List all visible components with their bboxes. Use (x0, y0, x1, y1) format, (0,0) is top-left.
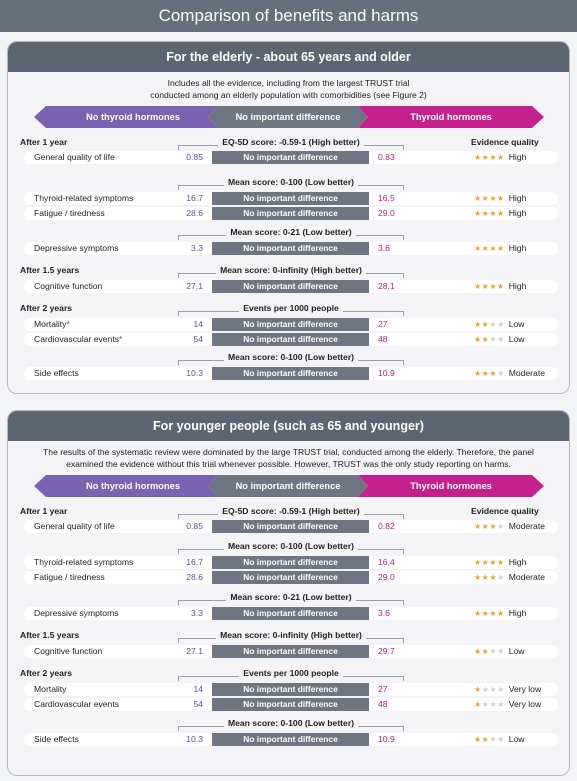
outcome-name: Thyroid-related symptoms (34, 193, 134, 203)
hormones-value: 0.83 (378, 152, 395, 162)
time-point-heading: After 2 years (20, 668, 73, 678)
outcome-label (34, 242, 119, 255)
scale-heading (178, 505, 404, 518)
difference-bar: No important difference (212, 280, 369, 293)
outcome-row (8, 607, 570, 620)
outcome-row (8, 207, 570, 220)
difference-bar: No important difference (212, 333, 369, 346)
scale-heading (178, 629, 404, 642)
star-empty-icon: ★★ (489, 735, 505, 744)
banner-left-label: No thyroid hormones (85, 112, 180, 122)
difference-bar: No important difference (212, 683, 369, 696)
no-hormones-value: 14 (193, 684, 203, 694)
evidence-quality (474, 520, 545, 533)
difference-bar: No important difference (212, 207, 369, 220)
outcome-row (8, 645, 570, 658)
outcome-label (34, 280, 102, 293)
scale-heading (178, 264, 404, 277)
scale-heading-text: Mean score: 0-100 (Low better) (224, 352, 358, 362)
evidence-quality (474, 318, 524, 331)
star-icon: ★★★★ (474, 209, 505, 218)
no-hormones-value: 28.6 (186, 572, 203, 582)
scale-heading (178, 226, 404, 239)
star-icon: ★★★★ (474, 282, 505, 291)
hormones-value: 16.5 (378, 193, 395, 203)
outcome-name: Fatigue / tiredness (34, 208, 105, 218)
scale-heading-text: EQ-5D score: -0.59-1 (High better) (218, 506, 364, 516)
scale-heading (178, 176, 404, 189)
no-hormones-value: 16.7 (186, 193, 203, 203)
outcome-label (34, 367, 79, 380)
star-empty-icon: ★★★ (481, 685, 505, 694)
outcome-name: Side effects (34, 734, 79, 744)
footnote-asterisk: * (66, 319, 70, 329)
star-empty-icon: ★ (497, 573, 505, 582)
outcome-name: Depressive symptoms (34, 243, 119, 253)
page-title: Comparison of benefits and harms (0, 0, 577, 32)
outcome-name: Mortality (34, 684, 67, 694)
star-icon: ★★★ (474, 522, 498, 531)
star-icon: ★★ (474, 735, 490, 744)
difference-bar: No important difference (212, 192, 369, 205)
evidence-quality (474, 207, 526, 220)
hormones-value: 28.1 (378, 281, 395, 291)
footnote-asterisk: * (119, 334, 123, 344)
evidence-quality-label: Low (508, 319, 525, 329)
scale-heading (178, 351, 404, 364)
evidence-quality (474, 151, 526, 164)
hormones-value: 27 (378, 319, 388, 329)
star-icon: ★★★★ (474, 558, 505, 567)
star-empty-icon: ★★★ (481, 700, 505, 709)
evidence-quality-label: Very low (508, 684, 542, 694)
star-icon: ★★★ (474, 369, 498, 378)
evidence-quality (474, 556, 526, 569)
star-icon: ★★★★ (474, 194, 505, 203)
panel-intro: Includes all the evidence, including from the largest TRUST trial conducted among an elderly population with comorbidities (see Figure 2) (150, 78, 427, 100)
no-hormones-value: 54 (193, 699, 203, 709)
hormones-value: 29.0 (378, 572, 395, 582)
evidence-quality-label: Low (508, 734, 525, 744)
scale-heading-text: Mean score: 0-infinity (High better) (216, 265, 366, 275)
no-hormones-value: 54 (193, 334, 203, 344)
scale-heading (178, 302, 404, 315)
outcome-row (8, 698, 570, 711)
outcome-row (8, 242, 570, 255)
evidence-quality-label: High (508, 608, 527, 618)
scale-heading-text: Mean score: 0-100 (Low better) (224, 718, 358, 728)
outcome-row (8, 571, 570, 584)
outcome-name: Cardiovascular events (34, 699, 120, 709)
evidence-quality (474, 333, 524, 346)
scale-heading (178, 540, 404, 553)
hormones-value: 3.6 (378, 608, 390, 618)
scale-heading-text: Mean score: 0-infinity (High better) (216, 630, 366, 640)
star-icon: ★★ (474, 320, 490, 329)
time-point-heading: After 1.5 years (20, 630, 80, 640)
star-icon: ★ (474, 700, 482, 709)
scale-heading (178, 136, 404, 149)
difference-bar: No important difference (212, 733, 369, 746)
difference-bar: No important difference (212, 607, 369, 620)
banner-right-label: Thyroid hormones (410, 481, 492, 491)
no-hormones-value: 3.3 (191, 608, 203, 618)
difference-bar: No important difference (212, 367, 369, 380)
no-hormones-value: 10.3 (186, 734, 203, 744)
outcome-label (34, 607, 119, 620)
star-icon: ★ (474, 685, 482, 694)
outcome-row (8, 520, 570, 533)
star-icon: ★★★★ (474, 244, 505, 253)
star-empty-icon: ★★ (489, 647, 505, 656)
star-empty-icon: ★ (497, 522, 505, 531)
outcome-name: Mortality (34, 319, 67, 329)
outcome-label (34, 698, 119, 711)
no-hormones-value: 14 (193, 319, 203, 329)
outcome-label (34, 733, 79, 746)
outcome-row (8, 333, 570, 346)
evidence-quality-label: Very low (508, 699, 542, 709)
evidence-quality-label: High (508, 152, 527, 162)
scale-heading-text: Mean score: 0-21 (Low better) (226, 592, 355, 602)
outcome-label (34, 683, 66, 696)
hormones-value: 16.4 (378, 557, 395, 567)
evidence-quality-label: Moderate (508, 368, 545, 378)
outcome-label (34, 571, 105, 584)
scale-heading-text: Mean score: 0-21 (Low better) (226, 227, 355, 237)
panel-title: For younger people (such as 65 and younger) (8, 411, 569, 441)
time-point-heading: After 1 year (20, 506, 68, 516)
hormones-value: 29.0 (378, 208, 395, 218)
panel-elderly (7, 41, 570, 394)
scale-heading-text: Mean score: 0-100 (Low better) (224, 541, 358, 551)
outcome-label (34, 520, 115, 533)
scale-heading-text: EQ-5D score: -0.59-1 (High better) (218, 137, 364, 147)
star-empty-icon: ★★ (489, 320, 505, 329)
no-hormones-value: 10.3 (186, 368, 203, 378)
comparison-banner (8, 106, 569, 128)
banner-middle-label: No important difference (235, 481, 341, 491)
panel-intro: The results of the systematic review were dominated by the large TRUST trial, conducted among the elderly. Therefore, the panel examined the evidence without this trial whenever possible. However, TRUST was the only study reporting on harms. (43, 447, 534, 469)
outcome-name: Cardiovascular events (34, 334, 120, 344)
difference-bar: No important difference (212, 645, 369, 658)
scale-heading-text: Events per 1000 people (239, 668, 343, 678)
star-icon: ★★★ (474, 573, 498, 582)
no-hormones-value: 0.85 (186, 521, 203, 531)
outcome-name: Fatigue / tiredness (34, 572, 105, 582)
evidence-quality-label: Moderate (508, 521, 545, 531)
evidence-quality-label: High (508, 281, 527, 291)
star-icon: ★★ (474, 647, 490, 656)
outcome-name: Side effects (34, 368, 79, 378)
outcome-label (34, 192, 133, 205)
hormones-value: 48 (378, 334, 388, 344)
time-point-heading: After 2 years (20, 303, 73, 313)
outcome-name: Depressive symptoms (34, 608, 119, 618)
star-empty-icon: ★★ (489, 335, 505, 344)
evidence-quality (474, 571, 545, 584)
panel-title: For the elderly - about 65 years and older (8, 42, 569, 72)
banner-left-label: No thyroid hormones (85, 481, 180, 491)
outcome-label (34, 645, 102, 658)
difference-bar: No important difference (212, 556, 369, 569)
scale-heading (178, 667, 404, 680)
no-hormones-value: 0.85 (186, 152, 203, 162)
outcome-row (8, 367, 570, 380)
hormones-value: 10.9 (378, 368, 395, 378)
evidence-quality-label: Low (508, 334, 525, 344)
evidence-quality-label: High (508, 208, 527, 218)
outcome-row (8, 556, 570, 569)
hormones-value: 0.82 (378, 521, 395, 531)
star-empty-icon: ★ (497, 369, 505, 378)
scale-heading (178, 591, 404, 604)
evidence-quality-heading: Evidence quality (471, 506, 539, 516)
outcome-name: Cognitive function (34, 646, 103, 656)
evidence-quality-label: Moderate (508, 572, 545, 582)
evidence-quality-label: High (508, 193, 527, 203)
evidence-quality-label: Low (508, 646, 525, 656)
evidence-quality-label: High (508, 557, 527, 567)
hormones-value: 48 (378, 699, 388, 709)
difference-bar: No important difference (212, 242, 369, 255)
outcome-name: Thyroid-related symptoms (34, 557, 134, 567)
scale-heading-text: Mean score: 0-100 (Low better) (224, 177, 358, 187)
hormones-value: 10.9 (378, 734, 395, 744)
evidence-quality (474, 192, 526, 205)
outcome-label (34, 318, 70, 331)
outcome-label (34, 333, 122, 346)
star-icon: ★★★★ (474, 609, 505, 618)
no-hormones-value: 27.1 (186, 281, 203, 291)
outcome-label (34, 151, 115, 164)
outcome-name: General quality of life (34, 521, 115, 531)
time-point-heading: After 1.5 years (20, 265, 80, 275)
evidence-quality (474, 367, 545, 380)
no-hormones-value: 16.7 (186, 557, 203, 567)
outcome-label (34, 207, 105, 220)
evidence-quality-label: High (508, 243, 527, 253)
time-point-heading: After 1 year (20, 137, 68, 147)
hormones-value: 3.6 (378, 243, 390, 253)
difference-bar: No important difference (212, 698, 369, 711)
difference-bar: No important difference (212, 151, 369, 164)
scale-heading-text: Events per 1000 people (239, 303, 343, 313)
evidence-quality-heading: Evidence quality (471, 137, 539, 147)
hormones-value: 27 (378, 684, 388, 694)
difference-bar: No important difference (212, 571, 369, 584)
banner-right-label: Thyroid hormones (410, 112, 492, 122)
evidence-quality (474, 683, 541, 696)
no-hormones-value: 27.1 (186, 646, 203, 656)
outcome-row (8, 192, 570, 205)
outcome-row (8, 151, 570, 164)
no-hormones-value: 28.6 (186, 208, 203, 218)
comparison-banner (8, 475, 569, 497)
outcome-row (8, 733, 570, 746)
evidence-quality (474, 280, 526, 293)
star-icon: ★★★★ (474, 153, 505, 162)
evidence-quality (474, 607, 526, 620)
outcome-label (34, 556, 133, 569)
star-icon: ★★ (474, 335, 490, 344)
difference-bar: No important difference (212, 520, 369, 533)
evidence-quality (474, 698, 541, 711)
no-hormones-value: 3.3 (191, 243, 203, 253)
evidence-quality (474, 242, 526, 255)
banner-middle-label: No important difference (235, 112, 341, 122)
evidence-quality (474, 645, 524, 658)
evidence-quality (474, 733, 524, 746)
outcome-name: Cognitive function (34, 281, 103, 291)
panel-younger (7, 410, 570, 776)
outcome-row (8, 280, 570, 293)
outcome-row (8, 318, 570, 331)
hormones-value: 29.7 (378, 646, 395, 656)
scale-heading (178, 717, 404, 730)
outcome-name: General quality of life (34, 152, 115, 162)
outcome-row (8, 683, 570, 696)
difference-bar: No important difference (212, 318, 369, 331)
